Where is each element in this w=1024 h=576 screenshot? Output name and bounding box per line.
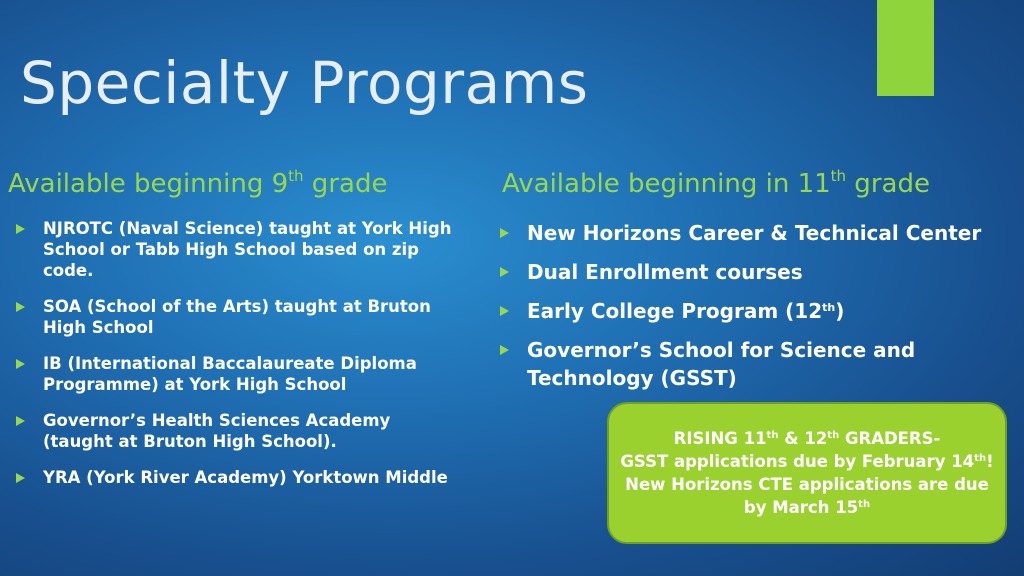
triangle-bullet-icon xyxy=(500,345,509,355)
list-item: Governor’s Health Sciences Academy (taught at Bruton High School). xyxy=(14,410,464,452)
list-item: Early College Program (12th) xyxy=(498,297,1008,325)
left-program-list xyxy=(14,218,464,503)
list-item: YRA (York River Academy) Yorktown Middle xyxy=(14,467,464,488)
left-column-heading: Available beginning 9th grade xyxy=(8,167,388,199)
callout-line-3: New Horizons CTE applications are due xyxy=(625,475,989,494)
triangle-bullet-icon xyxy=(500,228,509,238)
triangle-bullet-icon xyxy=(500,267,509,277)
triangle-bullet-icon xyxy=(16,359,25,369)
callout-line-2: GSST applications due by February 14th! xyxy=(620,452,994,471)
page-title: Specialty Programs xyxy=(20,49,589,117)
triangle-bullet-icon xyxy=(16,224,25,234)
triangle-bullet-icon xyxy=(16,302,25,312)
list-item: Dual Enrollment courses xyxy=(498,258,1008,286)
callout-line-4: by March 15th xyxy=(743,498,871,517)
right-column-heading: Available beginning in 11th grade xyxy=(502,167,930,199)
triangle-bullet-icon xyxy=(16,416,25,426)
list-item: SOA (School of the Arts) taught at Bruton High School xyxy=(14,296,464,338)
accent-bar xyxy=(877,0,934,96)
right-program-list xyxy=(498,219,1008,403)
deadline-callout xyxy=(607,402,1007,544)
list-item: New Horizons Career & Technical Center xyxy=(498,219,1008,247)
list-item: IB (International Baccalaureate Diploma Programme) at York High School xyxy=(14,353,464,395)
triangle-bullet-icon xyxy=(500,306,509,316)
triangle-bullet-icon xyxy=(16,473,25,483)
list-item: Governor’s School for Science and Technology (GSST) xyxy=(498,336,1008,392)
list-item: NJROTC (Naval Science) taught at York High School or Tabb High School based on zip code. xyxy=(14,218,464,281)
callout-line-1: RISING 11th & 12th GRADERS- xyxy=(673,429,941,448)
